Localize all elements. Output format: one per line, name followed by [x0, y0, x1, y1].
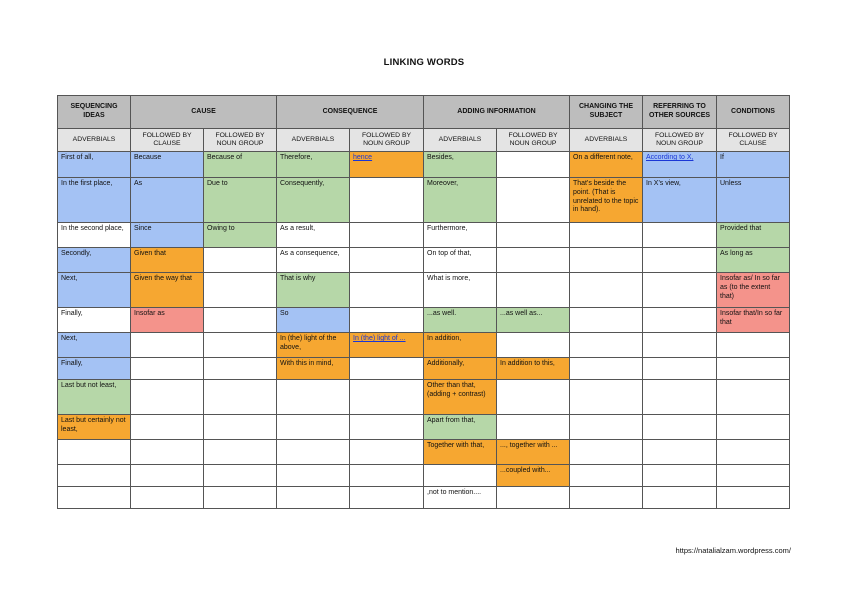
table-cell [277, 440, 350, 465]
table-cell [643, 415, 717, 440]
column-group-header: CONSEQUENCE [277, 96, 424, 129]
table-cell [350, 273, 424, 308]
table-cell: What is more, [424, 273, 497, 308]
table-cell: Together with that, [424, 440, 497, 465]
table-cell: Next, [58, 273, 131, 308]
table-cell: Unless [717, 178, 790, 223]
table-cell [643, 487, 717, 509]
table-cell: Last but not least, [58, 380, 131, 415]
table-cell: Besides, [424, 152, 497, 178]
table-cell [277, 380, 350, 415]
table-cell [643, 248, 717, 273]
table-cell: That is why [277, 273, 350, 308]
table-cell: On top of that, [424, 248, 497, 273]
table-cell [350, 152, 424, 178]
table-cell: ...coupled with... [497, 465, 570, 487]
table-cell [131, 465, 204, 487]
table-row [58, 273, 790, 308]
table-cell [204, 465, 277, 487]
table-cell: Due to [204, 178, 277, 223]
table-cell-link[interactable]: hence [353, 154, 373, 161]
table-cell [204, 487, 277, 509]
table-cell: Insofar as [131, 308, 204, 333]
column-subheader: FOLLOWED BY NOUN GROUP [643, 129, 717, 152]
table-row [58, 223, 790, 248]
table-cell [131, 380, 204, 415]
table-cell: As a result, [277, 223, 350, 248]
table-cell [717, 333, 790, 358]
table-cell [643, 308, 717, 333]
table-cell [717, 380, 790, 415]
table-cell [350, 223, 424, 248]
table-cell: In X's view, [643, 178, 717, 223]
table-cell [58, 440, 131, 465]
table-cell [131, 358, 204, 380]
table-cell [350, 178, 424, 223]
table-row [58, 415, 790, 440]
table-cell: Provided that [717, 223, 790, 248]
table-cell-link[interactable]: In (the) light of ... [353, 335, 406, 342]
table-cell [350, 415, 424, 440]
table-cell: Moreover, [424, 178, 497, 223]
table-cell-link[interactable]: According to X, [646, 154, 694, 161]
table-cell [350, 308, 424, 333]
table-cell: Because [131, 152, 204, 178]
table-cell: If [717, 152, 790, 178]
table-cell [350, 440, 424, 465]
table-cell [570, 273, 643, 308]
column-subheader: ADVERBIALS [424, 129, 497, 152]
table-cell [717, 358, 790, 380]
column-subheader: FOLLOWED BY NOUN GROUP [350, 129, 424, 152]
footer-url[interactable]: https://natalialzam.wordpress.com/ [675, 546, 791, 555]
table-row [58, 333, 790, 358]
linking-words-table [57, 95, 790, 509]
table-cell [277, 487, 350, 509]
table-row [58, 380, 790, 415]
table-cell: Furthermore, [424, 223, 497, 248]
table-row [58, 358, 790, 380]
column-subheader: ADVERBIALS [277, 129, 350, 152]
table-cell [204, 358, 277, 380]
table-row [58, 308, 790, 333]
table-cell: In the first place, [58, 178, 131, 223]
table-cell [643, 440, 717, 465]
table-cell [643, 223, 717, 248]
table-cell [204, 273, 277, 308]
table-cell [570, 440, 643, 465]
table-cell [277, 465, 350, 487]
table-cell: Insofar that/In so far that [717, 308, 790, 333]
table-cell: Because of [204, 152, 277, 178]
table-cell [497, 152, 570, 178]
table-cell [204, 380, 277, 415]
table-cell: ,not to mention.... [424, 487, 497, 509]
table-cell [131, 440, 204, 465]
table-cell: As long as [717, 248, 790, 273]
table-cell: In addition, [424, 333, 497, 358]
table-row [58, 178, 790, 223]
table-cell [497, 223, 570, 248]
table-cell [717, 415, 790, 440]
table-cell: In the second place, [58, 223, 131, 248]
table-cell [350, 358, 424, 380]
table-cell [131, 333, 204, 358]
table-cell [643, 380, 717, 415]
table-cell: With this in mind, [277, 358, 350, 380]
table-cell [58, 465, 131, 487]
column-subheader: FOLLOWED BY CLAUSE [717, 129, 790, 152]
table-cell [570, 487, 643, 509]
table-cell [204, 248, 277, 273]
table-cell [204, 440, 277, 465]
table-cell: ...as well as... [497, 308, 570, 333]
column-group-header: REFERRING TO OTHER SOURCES [643, 96, 717, 129]
table-cell: ..., together with ... [497, 440, 570, 465]
table-cell [643, 333, 717, 358]
table-cell [204, 308, 277, 333]
table-cell: Next, [58, 333, 131, 358]
table-row [58, 152, 790, 178]
column-subheader: FOLLOWED BY NOUN GROUP [204, 129, 277, 152]
table-cell: Last but certainly not least, [58, 415, 131, 440]
table-cell [350, 465, 424, 487]
table-cell [643, 273, 717, 308]
table-row [58, 487, 790, 509]
table-cell [497, 333, 570, 358]
table-cell: First of all, [58, 152, 131, 178]
table-cell: Owing to [204, 223, 277, 248]
table-cell [643, 465, 717, 487]
table-cell [497, 273, 570, 308]
table-cell: Given the way that [131, 273, 204, 308]
table-cell: Other than that, (adding + contrast) [424, 380, 497, 415]
column-subheader: ADVERBIALS [570, 129, 643, 152]
table-cell [350, 333, 424, 358]
table-cell: Finally, [58, 358, 131, 380]
table-cell [497, 487, 570, 509]
table-cell [131, 415, 204, 440]
table-cell: Secondly, [58, 248, 131, 273]
table-cell: That's beside the point. (That is unrelated to the topic in hand). [570, 178, 643, 223]
table-cell [570, 380, 643, 415]
table-cell [204, 333, 277, 358]
page-title: LINKING WORDS [383, 57, 465, 68]
table-cell: Consequently, [277, 178, 350, 223]
column-group-header: CAUSE [131, 96, 277, 129]
table-row [58, 465, 790, 487]
table-cell: On a different note, [570, 152, 643, 178]
table-cell [570, 358, 643, 380]
table-cell [643, 358, 717, 380]
table-cell [204, 415, 277, 440]
table-row [58, 248, 790, 273]
table-cell: In addition to this, [497, 358, 570, 380]
table-cell: Additionally, [424, 358, 497, 380]
table-cell [717, 465, 790, 487]
header-row [58, 96, 790, 129]
table-cell [497, 415, 570, 440]
table-cell [277, 415, 350, 440]
column-group-header: SEQUENCING IDEAS [58, 96, 131, 129]
table-cell [424, 465, 497, 487]
table-cell [717, 487, 790, 509]
subheader-row [58, 129, 790, 152]
table-cell [570, 248, 643, 273]
table-cell [570, 415, 643, 440]
table-cell: Apart from that, [424, 415, 497, 440]
table-cell [570, 333, 643, 358]
table-cell [497, 248, 570, 273]
table-cell: As [131, 178, 204, 223]
column-subheader: FOLLOWED BY CLAUSE [131, 129, 204, 152]
table-cell [497, 178, 570, 223]
table-cell [131, 487, 204, 509]
column-subheader: FOLLOWED BY NOUN GROUP [497, 129, 570, 152]
table-cell [570, 223, 643, 248]
table-cell [497, 380, 570, 415]
column-subheader: ADVERBIALS [58, 129, 131, 152]
table-cell: Therefore, [277, 152, 350, 178]
column-group-header: ADDING INFORMATION [424, 96, 570, 129]
column-group-header: CONDITIONS [717, 96, 790, 129]
table-cell: Given that [131, 248, 204, 273]
table-cell [350, 487, 424, 509]
table-cell [58, 487, 131, 509]
table-row [58, 440, 790, 465]
table-cell: ...as well. [424, 308, 497, 333]
table-cell: As a consequence, [277, 248, 350, 273]
table-cell [350, 248, 424, 273]
table-cell: In (the) light of the above, [277, 333, 350, 358]
table-cell: Insofar as/ In so far as (to the extent that) [717, 273, 790, 308]
table-cell [643, 152, 717, 178]
table-cell [717, 440, 790, 465]
table-cell: So [277, 308, 350, 333]
table-cell [570, 308, 643, 333]
table-cell: Since [131, 223, 204, 248]
table-cell [570, 465, 643, 487]
table-cell [350, 380, 424, 415]
column-group-header: CHANGING THE SUBJECT [570, 96, 643, 129]
table-cell: Finally, [58, 308, 131, 333]
